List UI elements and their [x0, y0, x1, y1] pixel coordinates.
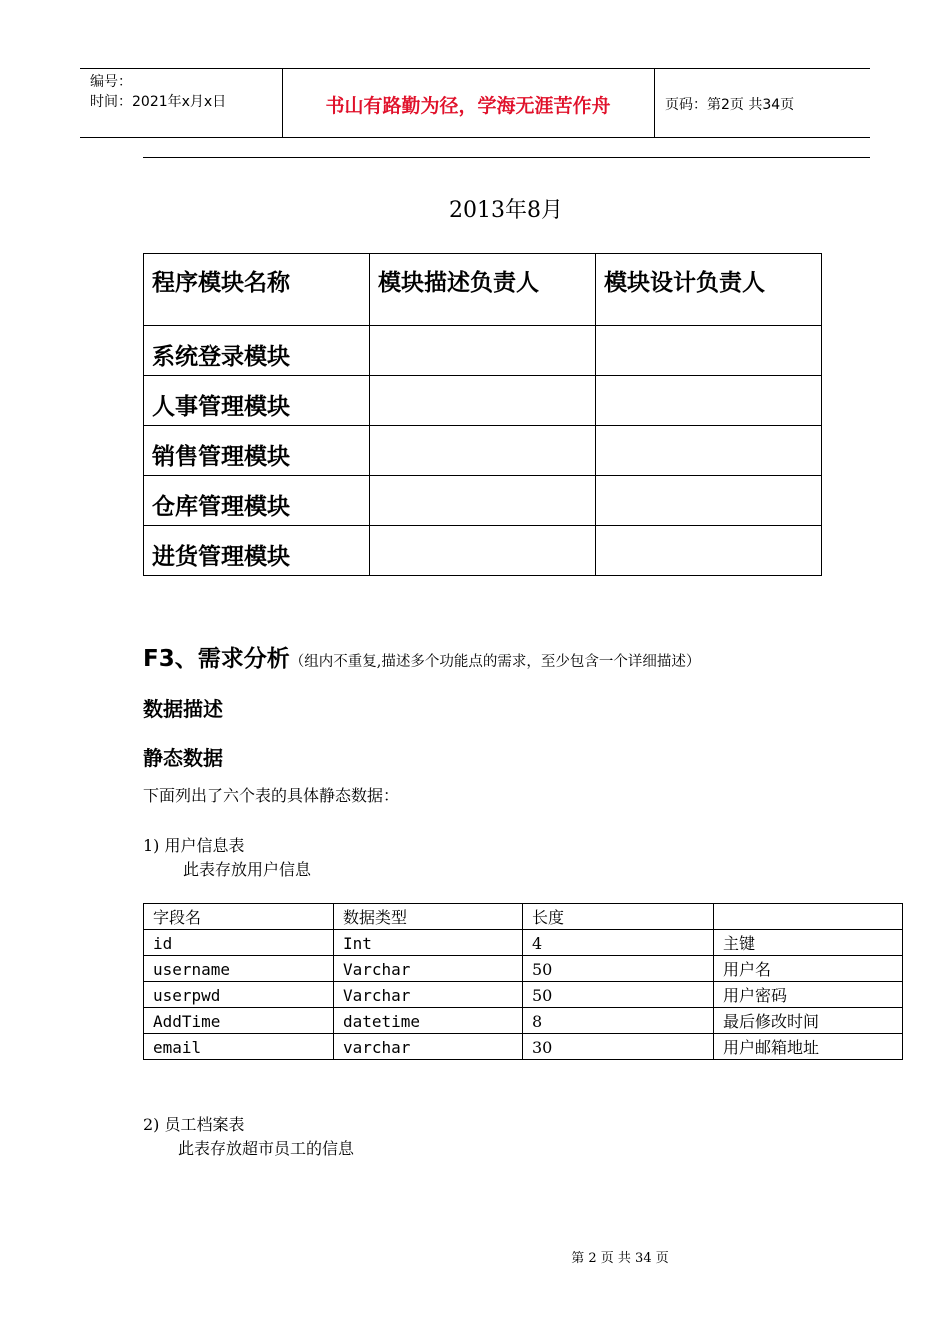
modules-table-header: [144, 254, 822, 326]
field-length: 30: [523, 1034, 714, 1060]
modules-header-cell: 程序模块名称: [144, 254, 370, 326]
table-row: [144, 1008, 903, 1034]
header-page-info: 页码：第2页 共34页: [665, 97, 795, 113]
column-header: 字段名: [144, 904, 334, 930]
field-name: userpwd: [144, 982, 334, 1008]
field-type: Int: [334, 930, 523, 956]
section-f3-note: （组内不重复,描述多个功能点的需求，至少包含一个详细描述）: [289, 654, 701, 670]
table-row: [144, 1034, 903, 1060]
field-name: email: [144, 1034, 334, 1060]
header-motto: 书山有路勤为径，学海无涯苦作舟: [325, 95, 611, 117]
table2-description: 此表存放超市员工的信息: [178, 1139, 355, 1158]
module-name: 进货管理模块: [144, 526, 370, 576]
header-divider: [654, 69, 655, 137]
section-f3-title: F3、需求分析: [143, 646, 290, 672]
field-remark: 用户密码: [714, 982, 903, 1008]
field-length: 4: [523, 930, 714, 956]
header-meta: [90, 72, 226, 112]
field-length: 50: [523, 982, 714, 1008]
modules-table: [143, 253, 822, 576]
table2-title: 2) 员工档案表: [143, 1115, 245, 1134]
modules-table-row: [144, 376, 822, 426]
column-header: 数据类型: [334, 904, 523, 930]
modules-header-cell: 模块设计负责人: [596, 254, 822, 326]
table-row: [144, 930, 903, 956]
modules-table-row: [144, 526, 822, 576]
module-desc-owner: [370, 426, 596, 476]
module-design-owner: [596, 526, 822, 576]
table-row: [144, 956, 903, 982]
document-date: 2013年8月: [449, 198, 563, 223]
module-name: 人事管理模块: [144, 376, 370, 426]
header-number-label: 编号：: [90, 74, 132, 90]
column-header: [714, 904, 903, 930]
data-description-heading: 数据描述: [143, 697, 223, 721]
module-name: 仓库管理模块: [144, 476, 370, 526]
modules-table-row: [144, 326, 822, 376]
column-header: 长度: [523, 904, 714, 930]
header-time-label: 时间：2021年x月x日: [90, 94, 227, 110]
field-type: Varchar: [334, 982, 523, 1008]
module-desc-owner: [370, 376, 596, 426]
module-design-owner: [596, 426, 822, 476]
field-length: 8: [523, 1008, 714, 1034]
modules-table-row: [144, 426, 822, 476]
table1-description: 此表存放用户信息: [183, 860, 312, 879]
field-type: datetime: [334, 1008, 523, 1034]
table-header-row: [144, 904, 903, 930]
user-info-table: [143, 903, 903, 1060]
field-type: Varchar: [334, 956, 523, 982]
module-name: 系统登录模块: [144, 326, 370, 376]
field-name: username: [144, 956, 334, 982]
modules-table-row: [144, 476, 822, 526]
field-remark: 用户邮箱地址: [714, 1034, 903, 1060]
module-design-owner: [596, 476, 822, 526]
table1-title: 1) 用户信息表: [143, 836, 245, 855]
module-desc-owner: [370, 476, 596, 526]
module-desc-owner: [370, 326, 596, 376]
module-desc-owner: [370, 526, 596, 576]
top-rule: [143, 157, 870, 158]
table-row: [144, 982, 903, 1008]
static-data-heading: 静态数据: [143, 746, 223, 770]
page-header: [80, 68, 870, 138]
module-design-owner: [596, 326, 822, 376]
intro-paragraph: 下面列出了六个表的具体静态数据：: [143, 786, 400, 805]
field-remark: 最后修改时间: [714, 1008, 903, 1034]
page-footer: 第 2 页 共 34 页: [571, 1251, 669, 1266]
field-type: varchar: [334, 1034, 523, 1060]
field-name: id: [144, 930, 334, 956]
field-length: 50: [523, 956, 714, 982]
module-name: 销售管理模块: [144, 426, 370, 476]
modules-header-cell: 模块描述负责人: [370, 254, 596, 326]
field-name: AddTime: [144, 1008, 334, 1034]
section-f3-heading: [143, 640, 700, 673]
module-design-owner: [596, 376, 822, 426]
field-remark: 用户名: [714, 956, 903, 982]
field-remark: 主键: [714, 930, 903, 956]
